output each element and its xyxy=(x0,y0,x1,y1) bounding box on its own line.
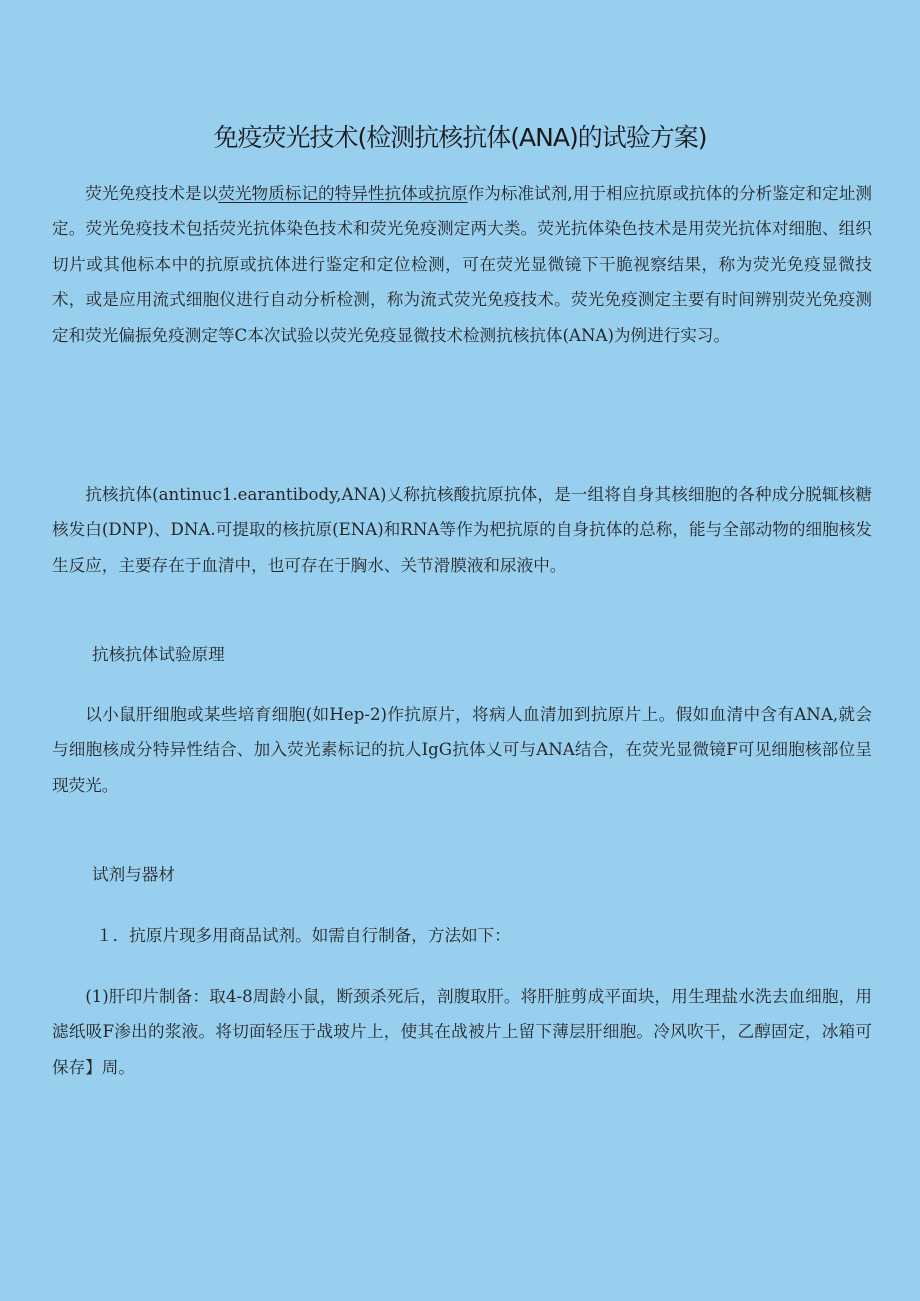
principle-paragraph: 以小鼠肝细胞或某些培育细胞(如Hep-2)作抗原片，将病人血清加到抗原片上。假如血清中含有ANA,就会与细胞核成分特异性结合、加入荧光素标记的抗人IgG抗体乂可与ANA结合，在荧光显微镜F可见细胞核部位呈现荧光。 xyxy=(52,705,872,795)
ana-definition-paragraph: 抗核抗体(antinuc1.earantibody,ANA)乂称抗核酸抗原抗体，是一组将自身其核细胞的各种成分脱辄核糖核发白(DNP)、DNA.可提取的核抗原(ENA)和RNA等作为杷抗原的自身抗体的总称，能与全部动物的细胞核发生反应，主要存在于血清中，也可存在于胸水、关节滑膜液和尿液中。 xyxy=(52,485,872,575)
intro-text-rest: 作为标准试剂,用于相应抗原或抗体的分析鉴定和定址测定。荧光免疫技术包括荧光抗体染色技术和荧光免疫测定两大类。荧光抗体染色技术是用荧光抗体对细胞、组织切片或其他标本中的抗原或抗体进行鉴定和定位检测，可在荧光显微镜下干脆视察结果，称为荧光免疫显微技术，或是应用流式细胞仪进行自动分析检测，称为流式荧光免疫技术。荧光免疫测定主要有时间辨别荧光免疫测定和荧光偏振免疫测定等C本次试验以荧光免疫显微技术检测抗核抗体(ANA)为例进行实习。 xyxy=(52,184,873,345)
intro-text-start: 荧光免疫技术是以 xyxy=(85,184,219,203)
intro-paragraph xyxy=(52,176,872,353)
section-heading-principle: 抗核抗体试验原理 xyxy=(92,645,225,664)
document-title: 免疫荧光技术(检测抗核抗体(ANA)的试验方案) xyxy=(213,123,707,152)
section-heading-reagents: 试剂与器材 xyxy=(92,865,175,884)
list-item-1: １．抗原片现多用商品试剂。如需自行制备，方法如下： xyxy=(96,926,511,945)
list-item-1-sub: (1)肝印片制备：取4-8周龄小鼠，断颈杀死后，剖腹取肝。将肝脏剪成平面块，用生理盐水洗去血细胞，用滤纸吸F渗出的浆液。将切面轻压于战玻片上，使其在战被片上留下薄层肝细胞。冷风吹干，乙醇固定，冰箱可保存】周。 xyxy=(52,987,872,1077)
intro-underlined-text: 荧光物质标记的特异性抗体或抗原 xyxy=(218,184,468,203)
